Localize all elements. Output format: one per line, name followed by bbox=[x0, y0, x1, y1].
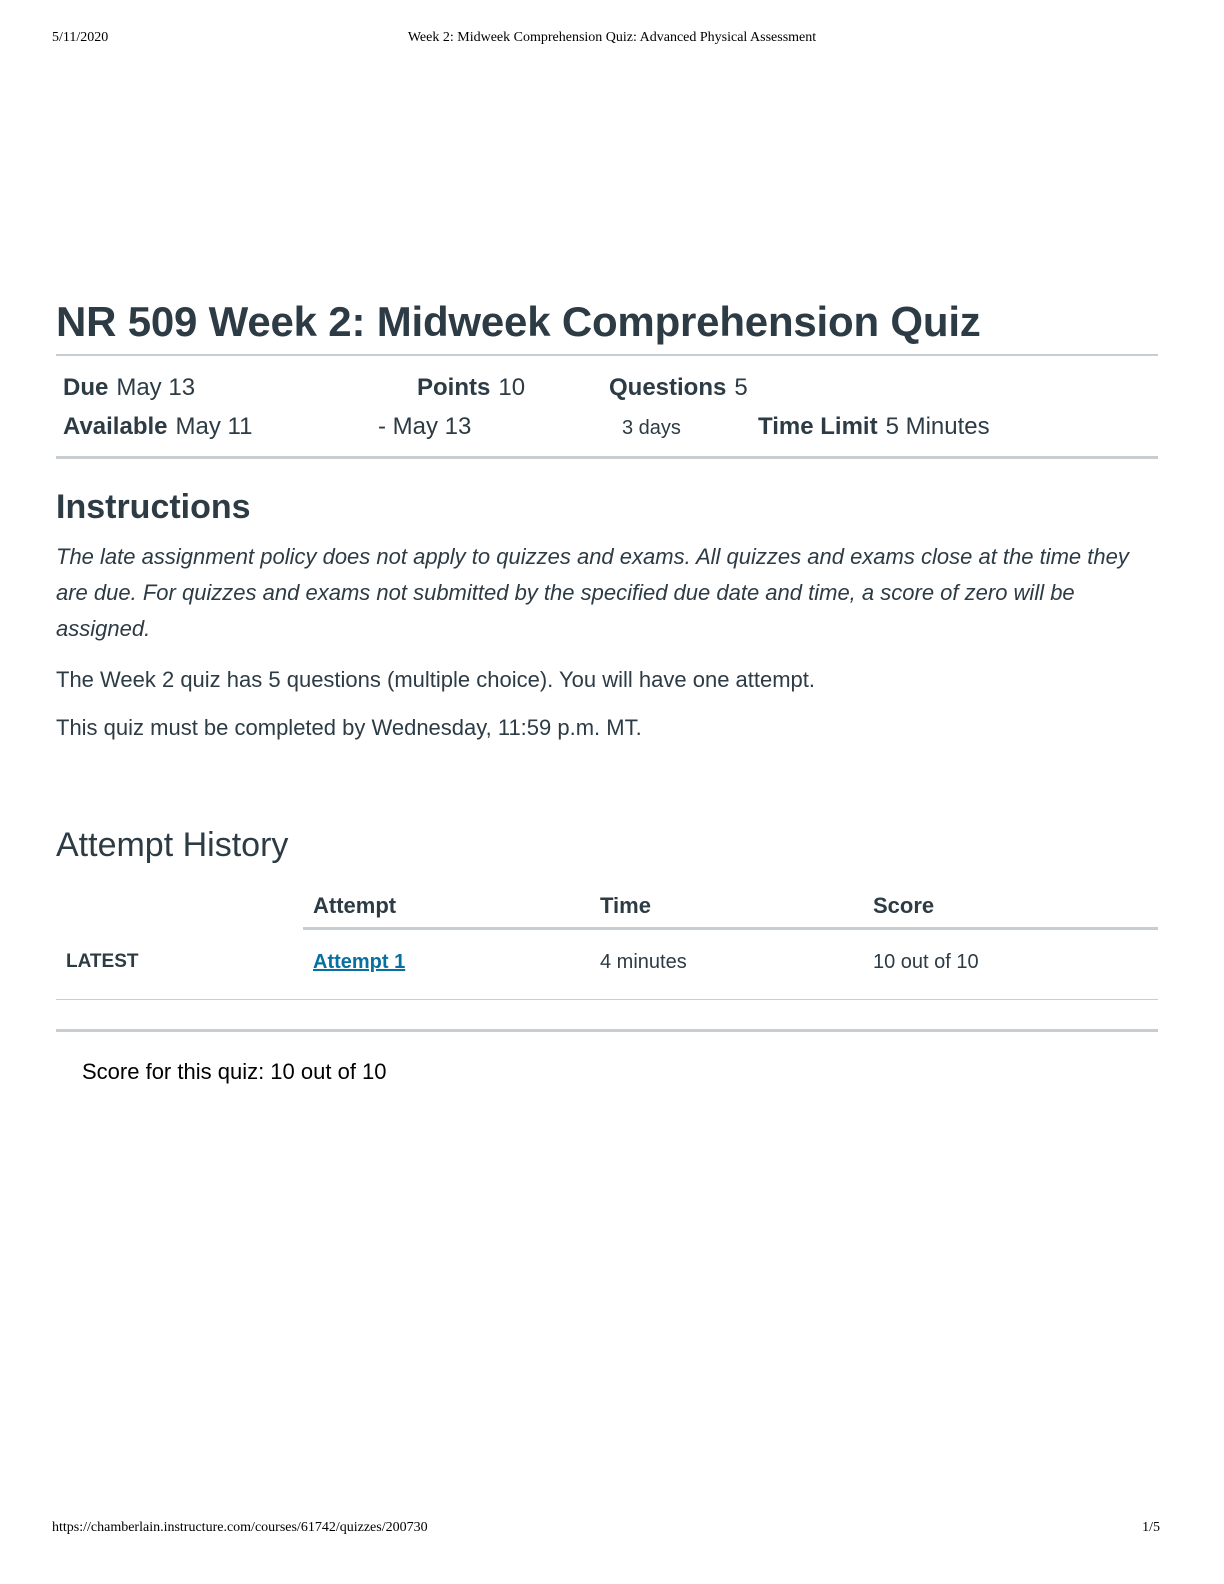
column-header-attempt: Attempt bbox=[313, 893, 397, 918]
late-policy-text: The late assignment policy does not apply to quizzes and exams. All quizzes and exams close at the time they are due. For quizzes and exams not submitted by the specified due date and time, a score of zero will be assigned. bbox=[56, 544, 1129, 641]
column-header-time: Time bbox=[600, 893, 651, 918]
print-header bbox=[0, 30, 1224, 50]
quiz-score-summary: Score for this quiz: 10 out of 10 bbox=[82, 1059, 387, 1084]
due-detail bbox=[63, 374, 195, 402]
due-label: Due bbox=[63, 374, 109, 401]
attempt-history-heading: Attempt History bbox=[56, 826, 289, 864]
due-value: May 13 bbox=[116, 374, 196, 401]
available-from: May 11 bbox=[175, 413, 253, 440]
time-limit-value: 5 Minutes bbox=[885, 413, 990, 440]
points-label: Points bbox=[417, 374, 491, 401]
instructions-heading: Instructions bbox=[56, 488, 251, 526]
quiz-details bbox=[56, 356, 1158, 456]
print-page-title: Week 2: Midweek Comprehension Quiz: Advanced Physical Assessment bbox=[407, 30, 817, 45]
header-divider bbox=[303, 927, 1158, 930]
attempt-score: 10 out of 10 bbox=[873, 951, 979, 973]
available-label: Available bbox=[63, 413, 168, 440]
print-url: https://chamberlain.instructure.com/courses/61742/quizzes/200730 bbox=[52, 1520, 428, 1535]
points-detail bbox=[417, 374, 525, 402]
questions-value: 5 bbox=[734, 374, 748, 401]
available-to: - May 13 bbox=[378, 413, 472, 440]
row-label-latest: LATEST bbox=[66, 951, 139, 972]
time-limit-label: Time Limit bbox=[758, 413, 878, 440]
attempt-1-link[interactable]: Attempt 1 bbox=[313, 951, 406, 973]
attempt-time: 4 minutes bbox=[600, 951, 687, 973]
details-divider bbox=[56, 456, 1158, 459]
attempt-history-table bbox=[56, 883, 1158, 1031]
print-date: 5/11/2020 bbox=[52, 30, 109, 45]
questions-detail bbox=[609, 374, 748, 402]
print-footer bbox=[0, 1520, 1224, 1540]
column-header-score: Score bbox=[873, 893, 935, 918]
time-limit-detail bbox=[758, 413, 990, 441]
print-page-number: 1/5 bbox=[1142, 1520, 1160, 1535]
available-detail bbox=[63, 413, 252, 441]
points-value: 10 bbox=[498, 374, 526, 401]
table-bottom-divider bbox=[56, 1029, 1158, 1032]
questions-label: Questions bbox=[609, 374, 727, 401]
quiz-title: NR 509 Week 2: Midweek Comprehension Quiz bbox=[56, 298, 981, 345]
row-divider bbox=[56, 999, 1158, 1000]
deadline-text: This quiz must be completed by Wednesday, 11:59 p.m. MT. bbox=[56, 715, 642, 740]
quiz-format-text: The Week 2 quiz has 5 questions (multiple choice). You will have one attempt. bbox=[56, 667, 816, 692]
quiz-content bbox=[56, 290, 1158, 1085]
available-duration: 3 days bbox=[622, 417, 681, 439]
